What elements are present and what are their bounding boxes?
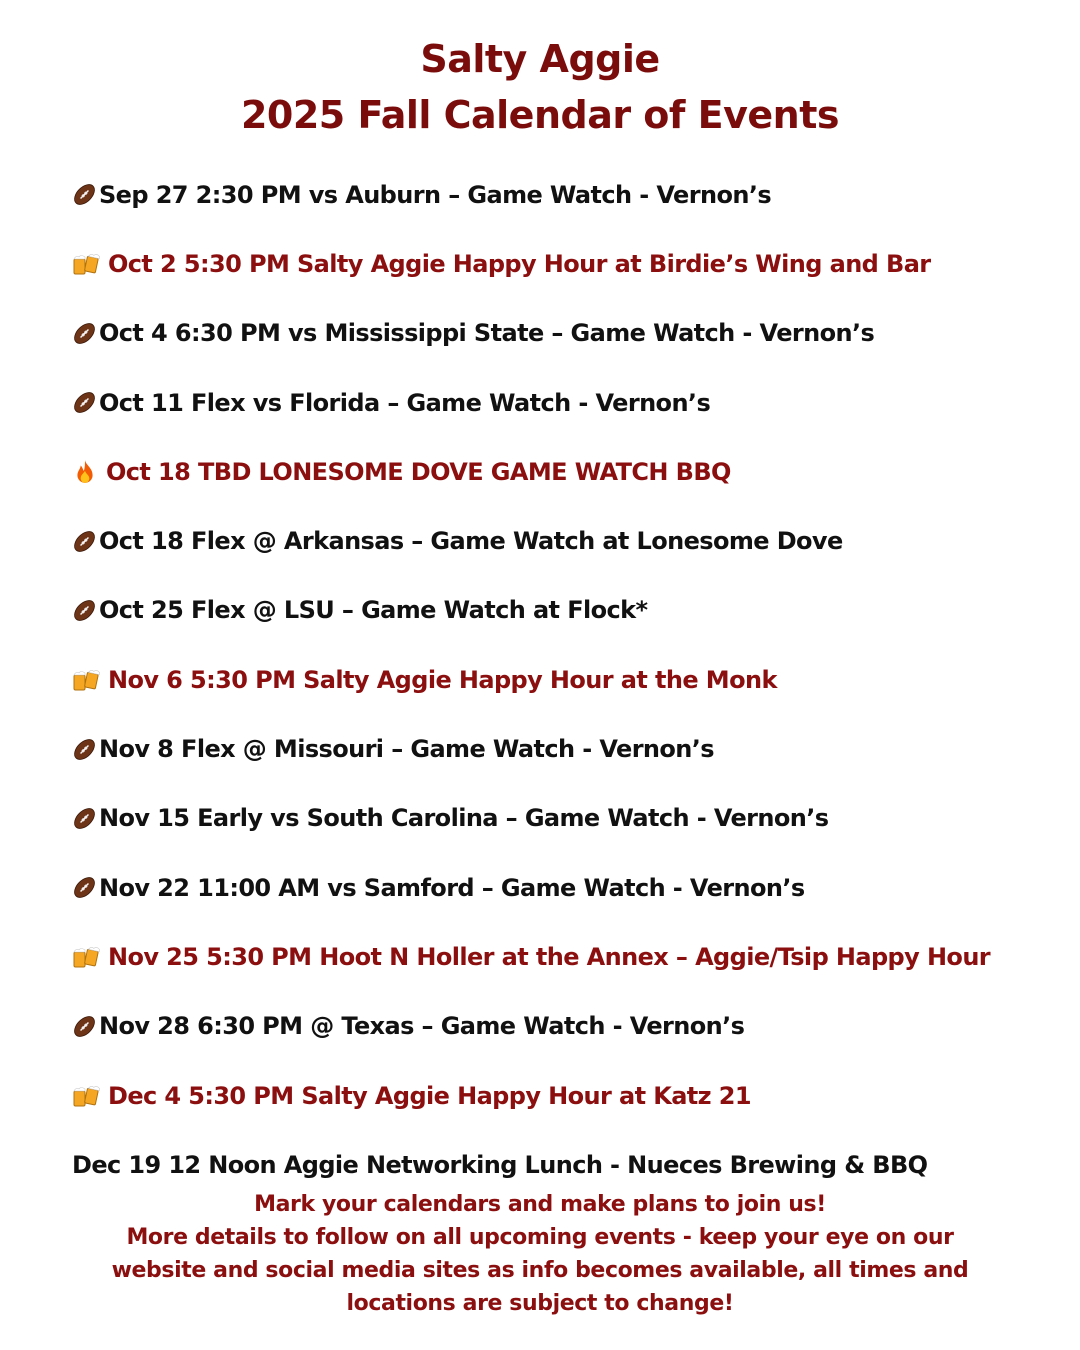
event-text: Nov 22 11:00 AM vs Samford – Game Watch - Vernon’s [99,873,805,902]
footer-line-2: More details to follow on all upcoming events - keep your eye on our [126,1225,954,1250]
footer-line-4: locations are subject to change! [346,1291,734,1316]
event-text: Sep 27 2:30 PM vs Auburn – Game Watch - Vernon’s [99,180,772,209]
event-text: Nov 8 Flex @ Missouri – Game Watch - Vernon’s [99,735,714,764]
event-item [72,299,1072,368]
title-line-2: 2025 Fall Calendar of Events [240,93,840,137]
football-icon [72,529,97,554]
event-item [72,506,1072,575]
event-item [72,576,1072,645]
event-item [72,714,1072,783]
football-icon [72,598,97,623]
event-item [72,784,1072,853]
event-item [72,992,1072,1061]
beer-mugs-icon [72,1083,100,1109]
football-icon [72,875,97,900]
event-text: Nov 15 Early vs South Carolina – Game Watch - Vernon’s [99,804,829,833]
event-text: Oct 25 Flex @ LSU – Game Watch at Flock* [99,596,648,625]
beer-mugs-icon [72,944,100,970]
football-icon [72,182,97,207]
event-text: Nov 6 5:30 PM Salty Aggie Happy Hour at the Monk [108,665,777,694]
footer-line-1: Mark your calendars and make plans to join us! [254,1192,826,1217]
football-icon [72,390,97,415]
event-item [72,853,1072,922]
football-icon [72,1014,97,1039]
event-text: Nov 28 6:30 PM @ Texas – Game Watch - Vernon’s [99,1012,745,1041]
event-text: Dec 4 5:30 PM Salty Aggie Happy Hour at Katz 21 [108,1081,751,1110]
event-text: Oct 4 6:30 PM vs Mississippi State – Game Watch - Vernon’s [99,319,875,348]
event-text: Oct 18 TBD LONESOME DOVE GAME WATCH BBQ [106,457,731,486]
event-text: Oct 18 Flex @ Arkansas – Game Watch at Lonesome Dove [99,527,843,556]
football-icon [72,806,97,831]
football-icon [72,321,97,346]
beer-mugs-icon [72,667,100,693]
event-item [72,437,1072,506]
event-text: Dec 19 12 Noon Aggie Networking Lunch - Nueces Brewing & BBQ [72,1150,928,1179]
beer-mugs-icon [72,251,100,277]
event-item [72,1061,1072,1130]
event-item [72,368,1072,437]
footer-line-3: website and social media sites as info becomes available, all times and [111,1258,969,1283]
football-icon [72,737,97,762]
fire-icon [72,459,98,485]
event-item [72,160,1072,229]
title-line-1: Salty Aggie [420,37,660,81]
event-item [72,922,1072,991]
event-text: Nov 25 5:30 PM Hoot N Holler at the Annex – Aggie/Tsip Happy Hour [108,942,991,971]
event-text: Oct 2 5:30 PM Salty Aggie Happy Hour at Birdie’s Wing and Bar [108,249,931,278]
event-item [72,229,1072,298]
event-item [72,645,1072,714]
footer-note [60,1188,1020,1320]
event-list [72,160,1072,1199]
event-text: Oct 11 Flex vs Florida – Game Watch - Vernon’s [99,388,711,417]
